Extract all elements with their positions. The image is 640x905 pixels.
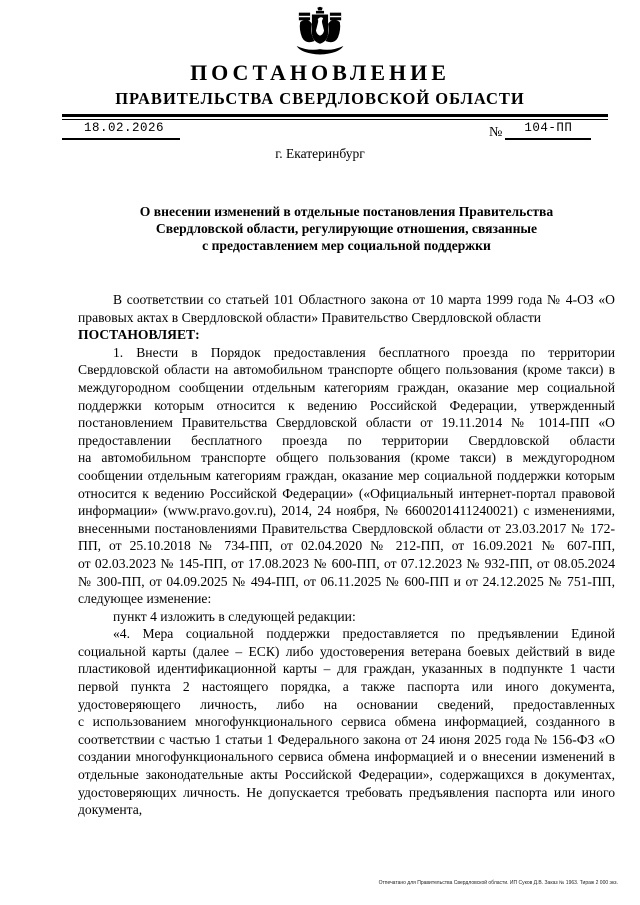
document-type-heading: ПОСТАНОВЛЕНИЕ [190,60,450,85]
document-date: 18.02.2026 [62,121,180,140]
document-content [78,203,615,819]
paragraph-preamble: В соответствии со статьей 101 Областного закона от 10 марта 1999 года № 4-ОЗ «О правовых актах в Свердловской области» Правительство Свердловской области [78,292,615,325]
number-sign-label: № [489,125,503,140]
header-divider-rule [62,114,608,120]
paragraph-resolves-heading: ПОСТАНОВЛЯЕТ: [78,327,200,343]
document-title [78,203,615,254]
city-line: г. Екатеринбург [275,146,365,161]
document-title-line-3: с предоставлением мер социальной поддержки [202,238,491,253]
document-body [78,291,615,819]
paragraph-item-1: 1. Внести в Порядок предоставления бесплатного проезда по территории Свердловской области на автомобильном транспорте общего пользования (кроме такси) в междугородном сообщении отдельным категориям граждан, оказание мер социальной поддержки которым относится к ведению Российской Федерации, утвержденный постановлением Правительства Свердловской области от 19.11.2014 № 1014-ПП «О предоставлении бесплатного проезда по территории Свердловской области на автомобильном транспорте общего пользования (кроме такси) в междугородном сообщении отдельным категориям граждан, оказание мер социальной поддержки которым относится к ведению Российской Федерации» («Официальный интернет-портал правовой информации» (www.pravo.gov.ru), 2014, 24 ноября, № 6600201411240021) с изменениями, внесенными постановлениями Правительства Свердловской области от 23.03.2017 № 172-ПП, от 25.10.2018 № 734-ПП, от 02.04.2020 № 212-ПП, от 16.09.2021 № 607-ПП, от 02.03.2023 № 145-ПП, от 17.08.2023 № 600-ПП, от 07.12.2023 № 932-ПП, от 08.05.2024 № 300-ПП, от 04.09.2025 № 494-ПП, от 06.11.2025 № 600-ПП и от 24.12.2025 № 751-ПП, следующее изменение: [78,344,615,607]
paragraph-amendment-intro: пункт 4 изложить в следующей редакции: [113,608,356,624]
paragraph-new-clause-4: «4. Мера социальной поддержки предоставляется по предъявлении Единой социальной карты (далее – ЕСК) либо удостоверения ветерана боевых действий в виде пластиковой идентификационной карты – для граждан, указанных в подпункте 1 части первой пункта 2 настоящего порядка, а также паспорта или иного документа, удостоверяющего личность, либо на основании сведений, предоставленных с использованием многофункционального сервиса обмена информацией, созданного в соответствии с частью 1 статьи 1 Федерального закона от 24 июня 2025 года № 156-ФЗ «О создании многофункционального сервиса обмена информацией и о внесении изменений в отдельные законодательные акты Российской Федерации», содержащихся в документах, удостоверяющих личность. Не допускается требовать предъявления паспорта или иного документа, [78,626,615,818]
authority-heading: ПРАВИТЕЛЬСТВА СВЕРДЛОВСКОЙ ОБЛАСТИ [115,89,525,108]
document-title-line-1: О внесении изменений в отдельные постановления Правительства [139,204,554,219]
document-title-line-2: Свердловской области, регулирующие отношения, связанные [155,221,538,236]
document-number: 104-ПП [505,121,591,140]
sverdlovsk-oblast-coat-of-arms-icon [293,6,347,63]
print-info-footer: Отпечатано для Правительства Свердловской области. ИП Суков Д.В. Заказ № 1963. Тираж 2 000 экз. [378,880,618,886]
document-number-group [489,121,591,140]
